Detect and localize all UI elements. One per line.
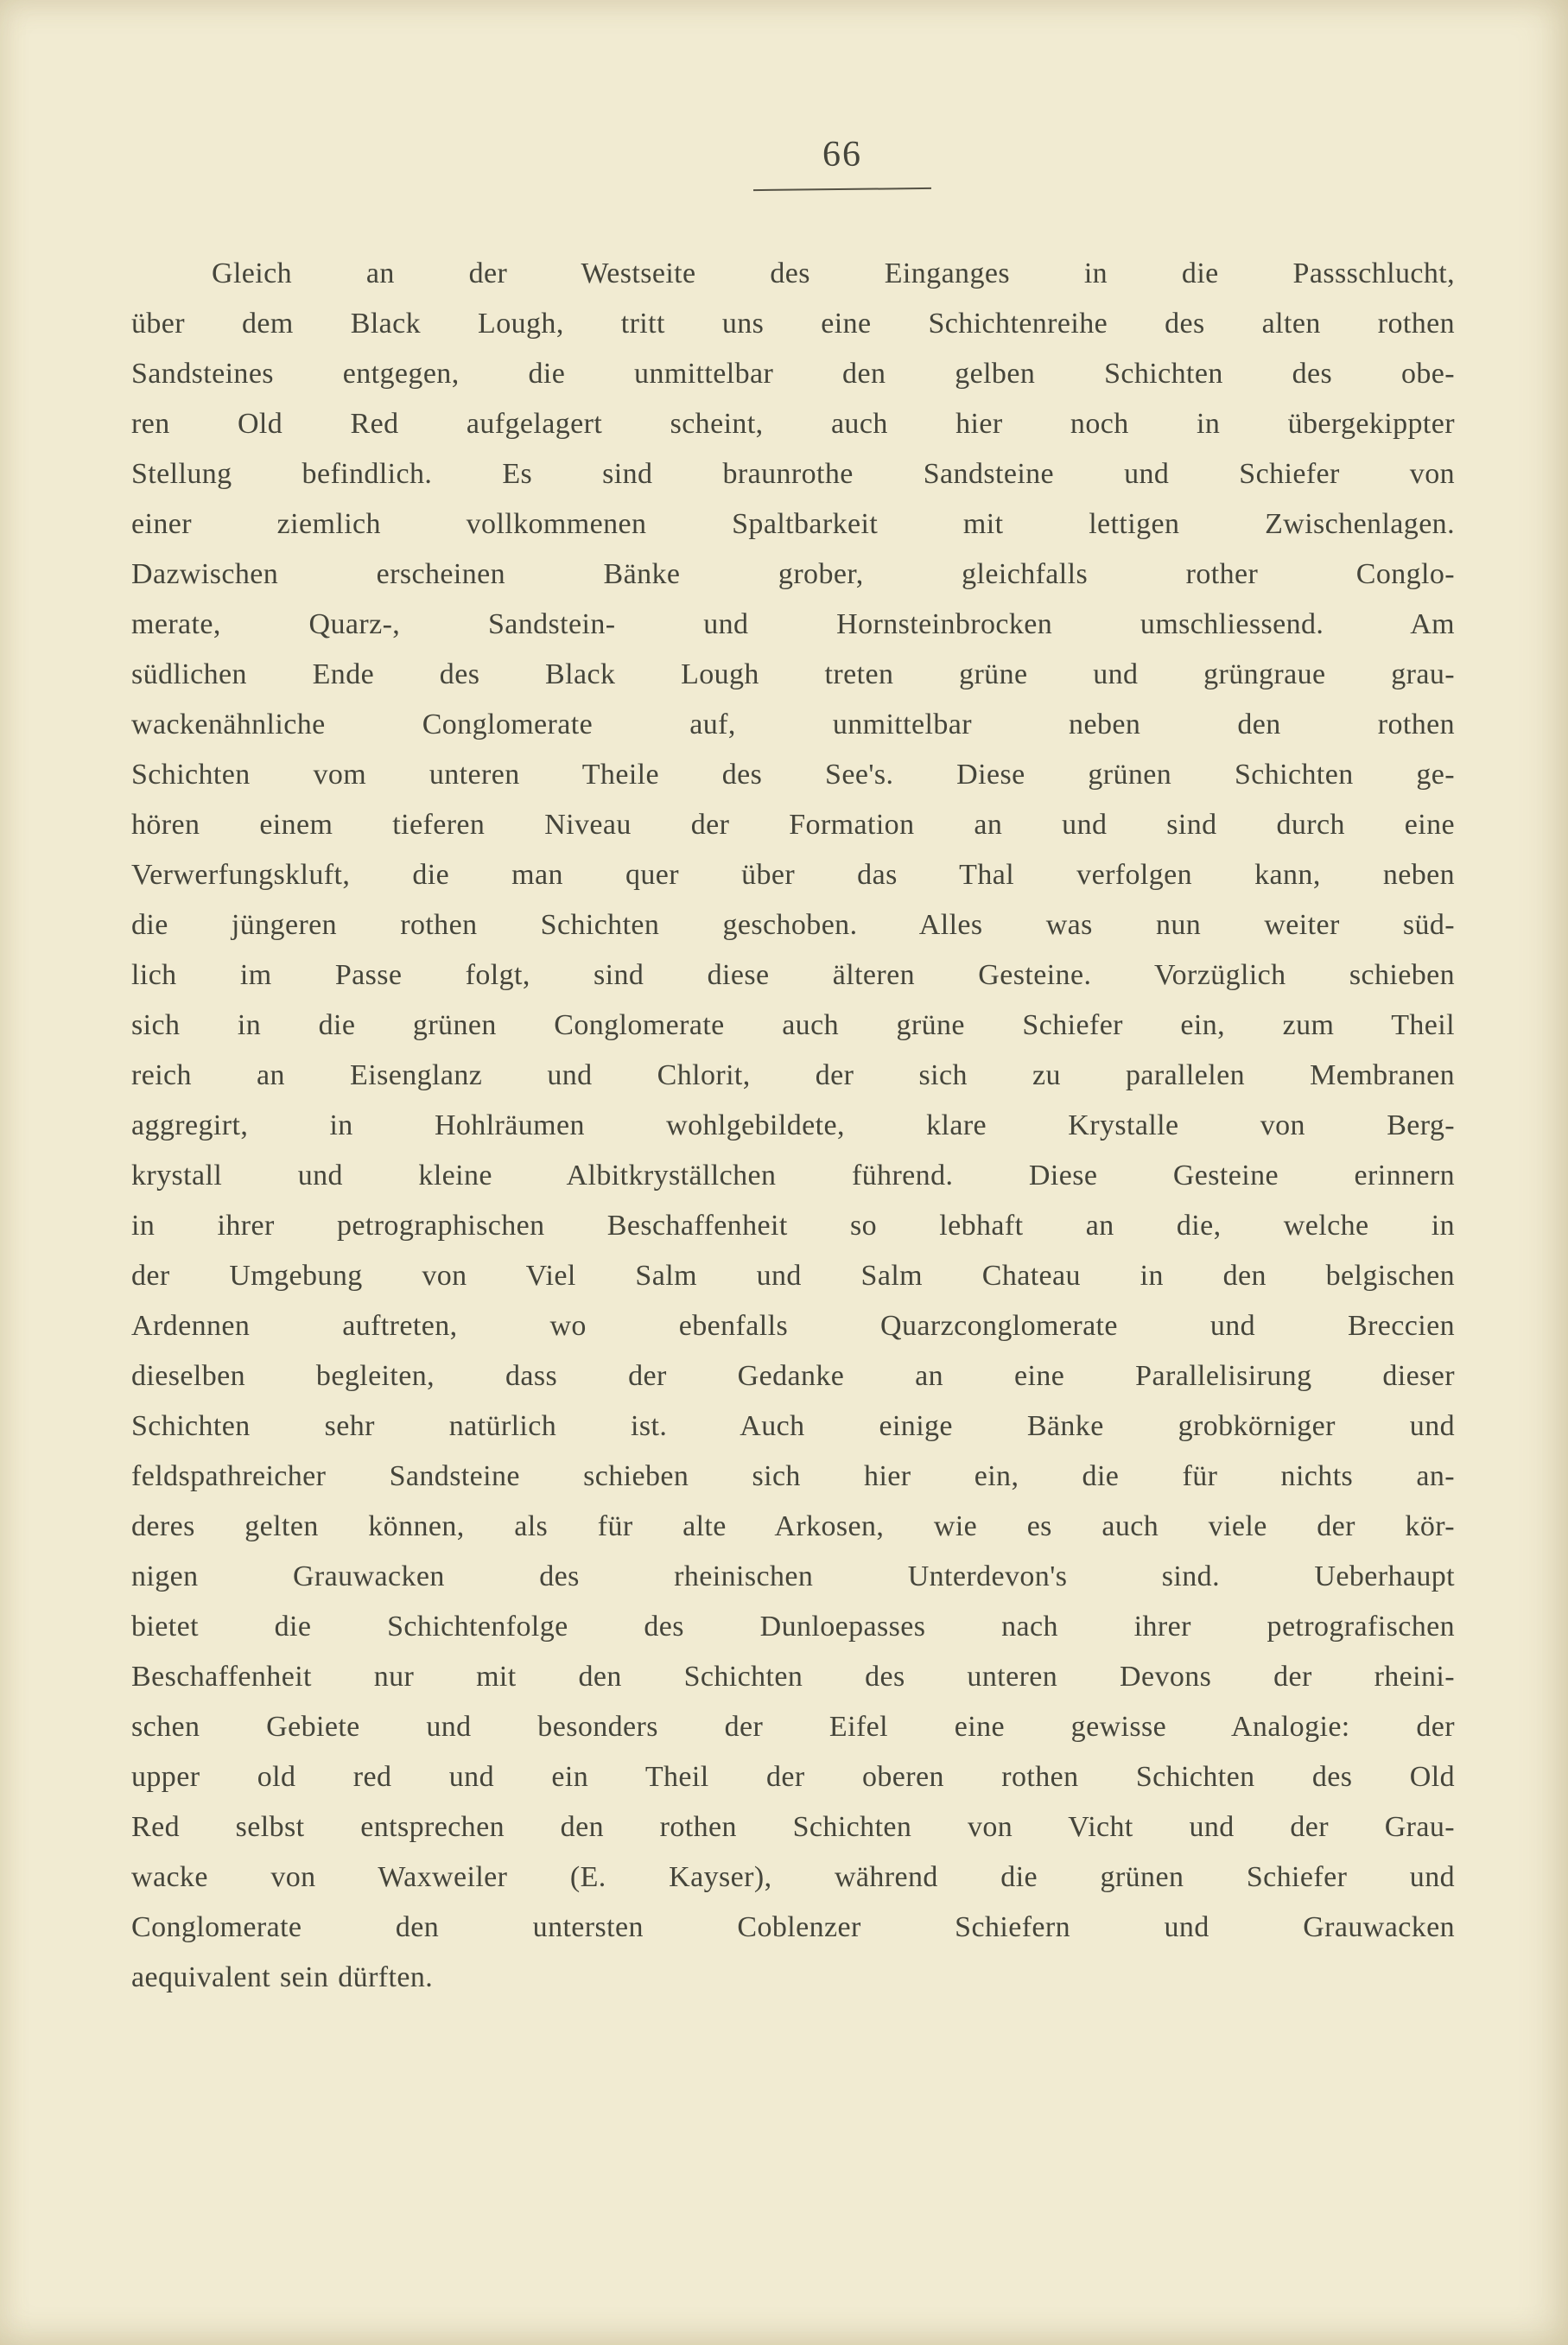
text-line: reich an Eisenglanz und Chlorit, der sich zu parallelen Membranen [131,1059,1455,1091]
text-line: ren Old Red aufgelagert scheint, auch hier noch in übergekippter [131,408,1455,440]
text-line: bietet die Schichtenfolge des Dunloepasses nach ihrer petrografischen [131,1611,1455,1643]
text-line: Schichten vom unteren Theile des See's. Diese grünen Schichten ge- [131,759,1455,791]
text-line: Conglomerate den untersten Coblenzer Schiefern und Grauwacken [131,1911,1455,1943]
text-line: hören einem tieferen Niveau der Formation an und sind durch eine [131,809,1455,841]
text-line: schen Gebiete und besonders der Eifel eine gewisse Analogie: der [131,1711,1455,1743]
page-number: 66 [822,135,862,175]
page-number-rule [753,187,931,191]
text-line: einer ziemlich vollkommenen Spaltbarkeit mit lettigen Zwischenlagen. [131,508,1455,540]
body-text [131,249,1455,2003]
text-line: wacke von Waxweiler (E. Kayser), während die grünen Schiefer und [131,1861,1455,1893]
text-line: wackenähnliche Conglomerate auf, unmittelbar neben den rothen [131,709,1455,740]
text-line: aggregirt, in Hohlräumen wohlgebildete, klare Krystalle von Berg- [131,1109,1455,1141]
text-line: Ardennen auftreten, wo ebenfalls Quarzconglomerate und Breccien [131,1310,1455,1342]
text-line: Gleich an der Westseite des Einganges in die Passschlucht, [212,257,1455,289]
text-line: sich in die grünen Conglomerate auch grüne Schiefer ein, zum Theil [131,1009,1455,1041]
text-line: Dazwischen erscheinen Bänke grober, gleichfalls rother Conglo- [131,558,1455,590]
text-line: Red selbst entsprechen den rothen Schichten von Vicht und der Grau- [131,1811,1455,1843]
text-line: aequivalent sein dürften. [131,1961,434,1993]
text-line: Verwerfungskluft, die man quer über das Thal verfolgen kann, neben [131,859,1455,891]
text-line: krystall und kleine Albitkryställchen führend. Diese Gesteine erinnern [131,1160,1455,1192]
text-line: Sandsteines entgegen, die unmittelbar den gelben Schichten des obe- [131,358,1455,390]
text-line: die jüngeren rothen Schichten geschoben. Alles was nun weiter süd- [131,909,1455,941]
page-header [753,137,931,190]
text-line: Stellung befindlich. Es sind braunrothe Sandsteine und Schiefer von [131,458,1455,490]
text-line: südlichen Ende des Black Lough treten grüne und grüngraue grau- [131,658,1455,690]
text-line: dieselben begleiten, dass der Gedanke an eine Parallelisirung dieser [131,1360,1455,1392]
text-line: über dem Black Lough, tritt uns eine Schichtenreihe des alten rothen [131,308,1455,340]
text-line: upper old red und ein Theil der oberen rothen Schichten des Old [131,1761,1455,1793]
text-line: in ihrer petrographischen Beschaffenheit so lebhaft an die, welche in [131,1210,1455,1242]
text-line: Schichten sehr natürlich ist. Auch einige Bänke grobkörniger und [131,1410,1455,1442]
text-line: lich im Passe folgt, sind diese älteren Gesteine. Vorzüglich schieben [131,959,1455,991]
text-line: deres gelten können, als für alte Arkosen, wie es auch viele der kör- [131,1510,1455,1542]
text-line: Beschaffenheit nur mit den Schichten des unteren Devons der rheini- [131,1661,1455,1693]
text-line: nigen Grauwacken des rheinischen Unterdevon's sind. Ueberhaupt [131,1560,1455,1592]
text-line: feldspathreicher Sandsteine schieben sich hier ein, die für nichts an- [131,1460,1455,1492]
text-line: der Umgebung von Viel Salm und Salm Chateau in den belgischen [131,1260,1455,1292]
text-line: merate, Quarz-, Sandstein- und Hornsteinbrocken umschliessend. Am [131,608,1455,640]
